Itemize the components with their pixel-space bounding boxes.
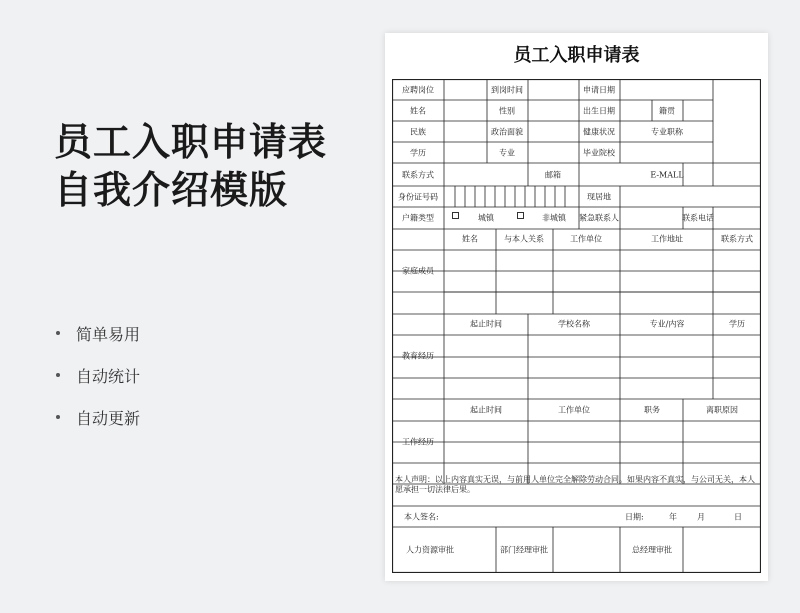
edu-header: 专业/内容: [649, 319, 685, 329]
label-gender: 性别: [499, 106, 515, 116]
edu-header: 学历: [729, 319, 745, 329]
label-school: 毕业院校: [583, 148, 615, 158]
promo-title-line2: 自我介绍模版: [54, 168, 289, 212]
label-arrival-time: 到岗时间: [491, 85, 523, 95]
feature-label: 自动统计: [76, 366, 141, 386]
edu-header: 起止时间: [470, 319, 502, 329]
label-gm-approval: 总经理审批: [632, 545, 672, 555]
family-header: 与本人关系: [504, 234, 544, 244]
label-hr-approval: 人力资源审批: [406, 545, 454, 555]
label-professional-title: 专业职称: [651, 127, 683, 137]
label-apply-date: 申请日期: [583, 85, 615, 95]
family-header: 联系方式: [721, 234, 753, 244]
label-month: 月: [697, 512, 705, 522]
label-birth-date: 出生日期: [583, 106, 615, 116]
promo-title-line1: 员工入职申请表: [54, 120, 328, 164]
family-header: 工作单位: [570, 234, 602, 244]
label-name: 姓名: [410, 106, 426, 116]
feature-item: [56, 354, 140, 396]
label-day: 日: [734, 512, 742, 522]
label-email: E-MALL: [650, 170, 684, 180]
work-header: 职务: [644, 405, 660, 415]
label-year: 年: [669, 512, 677, 522]
label-hukou: 户籍类型: [402, 213, 434, 223]
label-emergency-contact: 紧急联系人: [579, 213, 619, 223]
work-header: 起止时间: [470, 405, 502, 415]
form-preview: [385, 33, 768, 581]
section-family: 家庭成员: [402, 266, 434, 276]
label-education: 学历: [410, 148, 426, 158]
feature-label: 简单易用: [76, 324, 141, 344]
family-header: 姓名: [462, 234, 478, 244]
label-contact: 联系方式: [402, 170, 434, 180]
label-non-urban: 非城镇: [542, 213, 566, 223]
label-ethnicity: 民族: [410, 127, 426, 137]
label-residence: 现居地: [587, 192, 611, 202]
label-urban: 城镇: [478, 213, 494, 223]
declaration-text: 本人声明：以上内容真实无误，与前用人单位完全解除劳动合同。如果内容不真实，与公司无关，本人愿承担一切法律后果。: [395, 475, 755, 494]
bullet-icon: [56, 415, 60, 419]
form-table: [392, 79, 761, 573]
bullet-icon: [56, 373, 60, 377]
label-contact-phone: 联系电话: [682, 213, 714, 223]
edu-header: 学校名称: [558, 319, 590, 329]
label-signature: 本人签名:: [404, 512, 439, 522]
work-header: 工作单位: [558, 405, 590, 415]
label-id-number: 身份证号码: [398, 192, 438, 202]
checkbox-non-urban[interactable]: [517, 212, 524, 219]
label-major: 专业: [499, 148, 515, 158]
feature-list: [56, 312, 140, 438]
section-education: 教育经历: [402, 351, 434, 361]
feature-item: [56, 396, 140, 438]
checkbox-urban[interactable]: [452, 212, 459, 219]
work-header: 离职原因: [706, 405, 738, 415]
promo-title: [54, 118, 327, 214]
form-title: 员工入职申请表: [513, 45, 640, 66]
label-dept-approval: 部门经理审批: [500, 545, 548, 555]
label-mailbox: 邮箱: [545, 170, 561, 180]
feature-label: 自动更新: [76, 408, 141, 428]
bullet-icon: [56, 331, 60, 335]
family-header: 工作地址: [651, 234, 683, 244]
label-date: 日期:: [625, 512, 644, 522]
feature-item: [56, 312, 140, 354]
label-native-place: 籍贯: [659, 106, 675, 116]
label-political: 政治面貌: [491, 127, 523, 137]
section-work: 工作经历: [402, 437, 434, 447]
label-position: 应聘岗位: [402, 85, 434, 95]
label-health: 健康状况: [583, 127, 615, 137]
